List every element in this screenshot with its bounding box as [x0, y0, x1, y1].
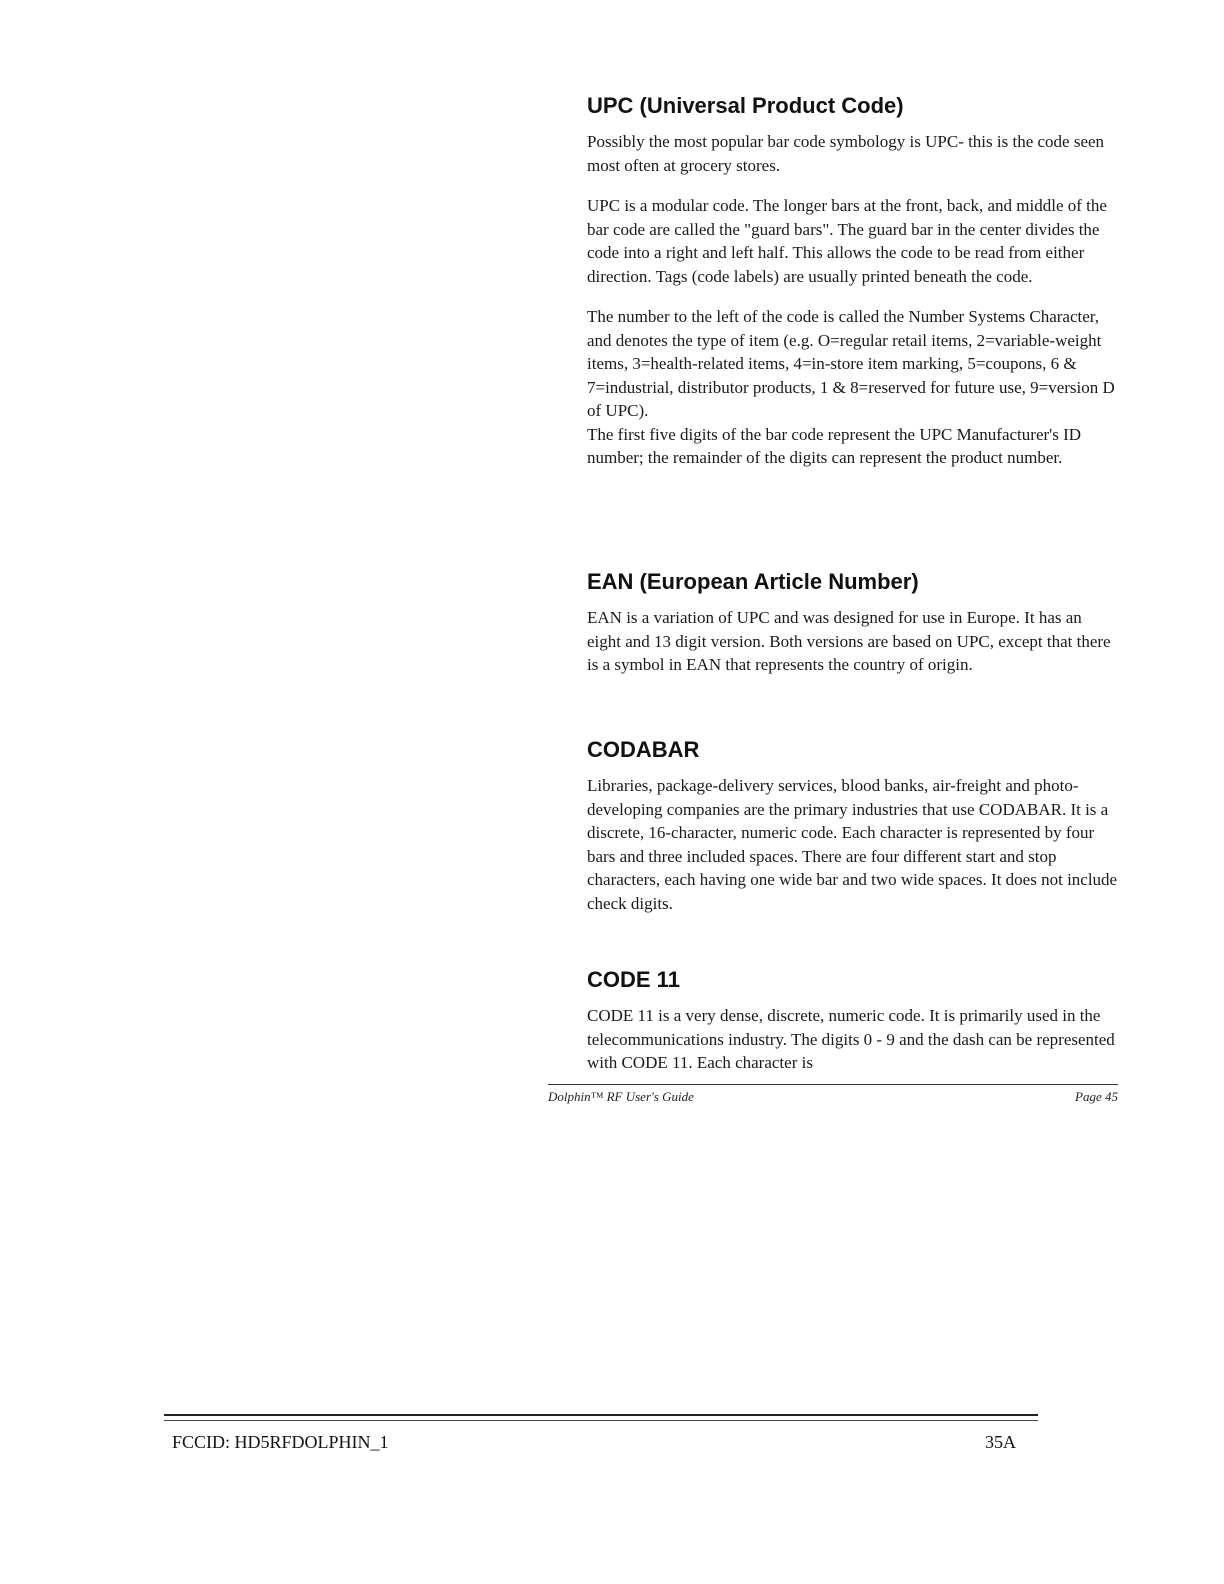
- heading-upc: UPC (Universal Product Code): [587, 93, 904, 118]
- footer-page-number: Page 45: [1075, 1089, 1118, 1104]
- section-ean: [587, 568, 1119, 718]
- upc-paragraph-1: Possibly the most popular bar code symbology is UPC- this is the code seen most often at grocery stores.: [587, 132, 1105, 175]
- section-code11: [587, 966, 1119, 1075]
- document-content: [587, 92, 1119, 1093]
- section-codabar: [587, 736, 1119, 948]
- ean-paragraph-1: EAN is a variation of UPC and was designed for use in Europe. It has an eight and 13 digit version. Both versions are based on UPC, except that there is a symbol in EAN that represents the country of origin.: [587, 608, 1111, 674]
- section-upc: [587, 92, 1119, 550]
- code11-paragraph-1: CODE 11 is a very dense, discrete, numeric code. It is primarily used in the telecommunications industry. The digits 0 - 9 and the dash can be represented with CODE 11. Each character is: [587, 1006, 1115, 1072]
- fcc-id: FCCID: HD5RFDOLPHIN_1: [172, 1432, 389, 1452]
- upc-paragraph-4: The first five digits of the bar code represent the UPC Manufacturer's ID number; the remainder of the digits can represent the product number.: [587, 424, 1082, 467]
- page-footer: [548, 1084, 1118, 1105]
- heading-code11: CODE 11: [587, 967, 680, 992]
- upc-paragraph-2: UPC is a modular code. The longer bars at the front, back, and middle of the bar code are called the "guard bars". The guard bar in the center divides the code into a right and left half. This allows the code to be read from either direction. Tags (code labels) are usually printed beneath the code.: [587, 196, 1107, 286]
- footer-guide-title: Dolphin™ RF User's Guide: [548, 1089, 694, 1104]
- heading-codabar: CODABAR: [587, 737, 700, 762]
- fcc-divider: [164, 1414, 1038, 1421]
- upc-paragraph-3: The number to the left of the code is called the Number Systems Character, and denotes the type of item (e.g. O=regular retail items, 2=variable-weight items, 3=health-related items, 4=in-store item marking, 5=coupons, 6 & 7=industrial, distributor products, 1 & 8=reserved for future use, 9=version D of UPC).: [587, 307, 1115, 420]
- codabar-paragraph-1: Libraries, package-delivery services, blood banks, air-freight and photo-developing companies are the primary industries that use CODABAR. It is a discrete, 16-character, numeric code. Each character is represented by four bars and three included spaces. There are four different start and stop characters, each having one wide bar and two wide spaces. It does not include check digits.: [587, 776, 1118, 913]
- heading-ean: EAN (European Article Number): [587, 569, 919, 594]
- fcc-page-number: 35A: [985, 1432, 1016, 1452]
